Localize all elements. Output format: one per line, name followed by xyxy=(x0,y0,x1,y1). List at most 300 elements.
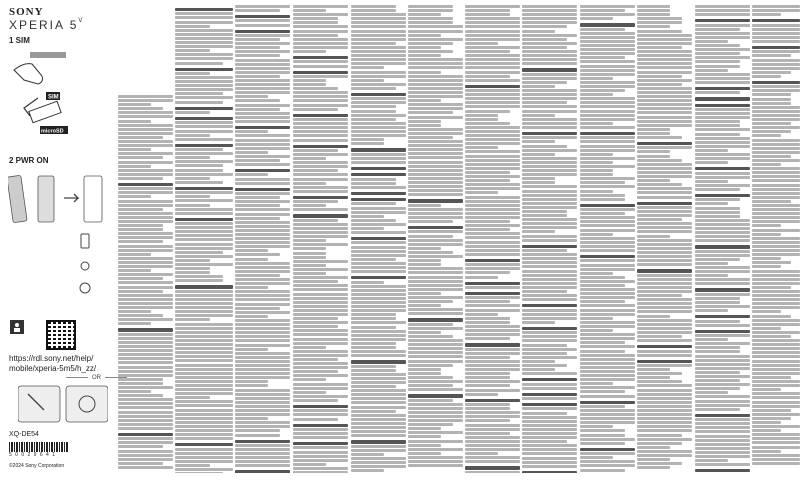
fine-print-line xyxy=(235,91,290,94)
fine-print-line xyxy=(175,156,210,159)
fine-print-line xyxy=(695,270,750,273)
fine-print-line xyxy=(465,46,520,49)
fine-print-line xyxy=(408,351,463,354)
fine-print-line xyxy=(293,374,348,377)
fine-print-line xyxy=(235,315,268,318)
fine-print-line xyxy=(351,449,406,452)
fine-print-line xyxy=(465,440,520,443)
fine-print-line xyxy=(351,219,396,222)
fine-print-line xyxy=(580,284,625,287)
fine-print-line xyxy=(580,220,635,223)
fine-print-line xyxy=(752,85,800,88)
fine-print-line xyxy=(408,62,463,65)
fine-print-line xyxy=(175,279,223,282)
fine-print-line xyxy=(580,321,635,324)
fine-print-line xyxy=(522,290,567,293)
fine-print-line xyxy=(637,315,670,318)
fine-print-line xyxy=(175,80,233,83)
fine-print-line xyxy=(118,415,173,418)
fine-print-line xyxy=(293,196,348,199)
fine-print-line xyxy=(235,380,268,383)
fine-print-line xyxy=(465,130,520,133)
fine-print-line xyxy=(752,327,781,330)
fine-print-line xyxy=(175,448,233,451)
fine-print-line xyxy=(118,458,173,461)
product-name: XPERIA $5^V$ xyxy=(9,18,83,32)
fine-print-line xyxy=(293,38,348,41)
fine-print-line xyxy=(695,447,750,450)
fine-print-line xyxy=(351,305,406,308)
fine-print-line xyxy=(293,200,338,203)
fine-print-line xyxy=(752,339,800,342)
fine-print-line xyxy=(580,32,635,35)
fine-print-line xyxy=(408,226,463,229)
fine-print-line xyxy=(351,122,406,125)
fine-print-line xyxy=(235,126,290,129)
fine-print-line xyxy=(235,5,290,8)
fine-print-line xyxy=(408,103,463,106)
fine-print-line xyxy=(637,58,692,61)
fine-print-line xyxy=(637,21,682,24)
fine-print-line xyxy=(235,389,290,392)
fine-print-line xyxy=(118,208,163,211)
fine-print-line xyxy=(118,261,173,264)
fine-print-line xyxy=(408,169,463,172)
fine-print-line xyxy=(408,276,463,279)
fine-print-line xyxy=(752,270,800,273)
fine-print-line xyxy=(175,187,233,190)
fine-print-line xyxy=(175,318,210,321)
fine-print-line xyxy=(752,405,800,408)
fine-print-line xyxy=(293,139,348,142)
fine-print-line xyxy=(293,108,338,111)
fine-print-line xyxy=(175,323,233,326)
side-icons xyxy=(76,232,96,302)
fine-print-line xyxy=(637,183,682,186)
fine-print-line xyxy=(695,91,740,94)
fine-print-line xyxy=(293,424,348,427)
fine-print-line xyxy=(293,149,338,152)
fine-print-line xyxy=(293,467,348,470)
fine-print-line xyxy=(293,342,348,345)
fine-print-line xyxy=(580,233,613,236)
fine-print-line xyxy=(522,132,577,135)
fine-print-line xyxy=(293,272,326,275)
fine-print-line xyxy=(752,50,800,53)
fine-print-line xyxy=(752,331,800,334)
fine-print-line xyxy=(175,191,233,194)
fine-print-line xyxy=(408,54,441,57)
fine-print-line xyxy=(293,161,348,164)
fine-print-line xyxy=(695,194,750,197)
fine-print-line xyxy=(522,321,555,324)
fine-print-line xyxy=(465,216,520,219)
fine-print-line xyxy=(695,262,728,265)
fine-print-line xyxy=(175,368,233,371)
fine-print-line xyxy=(293,46,348,49)
fine-print-line xyxy=(695,324,750,327)
fine-print-line xyxy=(637,389,692,392)
help-url[interactable] xyxy=(9,354,96,374)
screen-icon xyxy=(18,386,60,422)
fine-print-line xyxy=(175,208,233,211)
fine-print-line xyxy=(118,144,173,147)
fine-print-line xyxy=(752,19,800,22)
fine-print-line xyxy=(408,407,463,410)
fine-print-line xyxy=(465,241,520,244)
fine-print-line xyxy=(580,23,635,26)
fine-print-line xyxy=(235,192,290,195)
fine-print-line xyxy=(408,415,463,418)
fine-print-line xyxy=(175,421,233,424)
fine-print-line xyxy=(465,452,498,455)
fine-print-line xyxy=(293,428,348,431)
fine-print-line xyxy=(175,152,233,155)
fine-print-line xyxy=(351,153,406,156)
fine-print-line xyxy=(637,50,692,53)
fine-print-line xyxy=(465,236,520,239)
fine-print-line xyxy=(175,218,233,221)
fine-print-line xyxy=(637,83,682,86)
fine-print-line xyxy=(118,427,173,430)
fine-print-line xyxy=(752,351,800,354)
fine-print-line xyxy=(637,282,692,285)
fingerprint-icon xyxy=(80,283,90,293)
fine-print-line xyxy=(235,425,290,428)
fine-print-line xyxy=(752,401,800,404)
fine-print-line xyxy=(293,91,348,94)
fine-print-line xyxy=(118,390,151,393)
fine-print-line xyxy=(522,265,577,268)
fine-print-line xyxy=(293,75,348,78)
fine-print-line xyxy=(408,288,463,291)
fine-print-line xyxy=(465,25,520,28)
fine-print-line xyxy=(637,5,670,8)
fine-print-line xyxy=(175,298,233,301)
fine-print-line xyxy=(408,71,441,74)
fine-print-line xyxy=(637,239,692,242)
fine-print-line xyxy=(637,17,682,20)
fine-print-line xyxy=(351,148,406,151)
fine-print-line xyxy=(752,290,800,293)
fine-print-line xyxy=(235,204,280,207)
fine-print-line xyxy=(408,331,441,334)
fine-print-line xyxy=(235,452,290,455)
fine-print-line xyxy=(175,57,233,60)
fine-print-line xyxy=(351,58,406,61)
fine-print-line xyxy=(637,278,692,281)
fine-print-line xyxy=(408,13,441,16)
fine-print-line xyxy=(465,259,520,262)
fine-print-line xyxy=(235,112,290,115)
fine-print-line xyxy=(351,34,406,37)
fine-print-line xyxy=(695,24,750,27)
fine-print-line xyxy=(465,263,520,266)
fine-print-line xyxy=(522,440,567,443)
fine-print-line xyxy=(351,25,406,28)
fine-print-line xyxy=(351,71,406,74)
fine-print-line xyxy=(293,362,348,365)
fine-print-line xyxy=(118,148,151,151)
fine-print-line xyxy=(118,341,173,344)
fine-print-line xyxy=(465,146,498,149)
fine-print-line xyxy=(752,323,800,326)
fine-print-line xyxy=(465,356,510,359)
fine-print-line xyxy=(175,84,233,87)
fine-print-line xyxy=(293,5,348,8)
fine-print-line xyxy=(752,110,800,113)
fine-print-line xyxy=(522,368,555,371)
fine-print-line xyxy=(351,46,406,49)
fine-print-line xyxy=(351,75,406,78)
fine-print-line xyxy=(752,24,800,27)
fine-print-line xyxy=(351,434,406,437)
fine-print-line xyxy=(752,319,800,322)
fine-print-line xyxy=(465,419,510,422)
fine-print-line xyxy=(235,30,290,33)
fine-print-line xyxy=(175,464,210,467)
fine-print-line xyxy=(118,423,173,426)
fine-print-line xyxy=(522,407,577,410)
fine-print-line xyxy=(293,231,348,234)
fine-print-line xyxy=(580,259,635,262)
fine-print-line xyxy=(118,328,173,331)
fine-print-line xyxy=(522,364,567,367)
fine-print-line xyxy=(235,372,290,375)
fine-print-line xyxy=(637,206,692,209)
fine-print-line xyxy=(293,65,348,68)
fine-print-line xyxy=(637,62,692,65)
fine-print-line xyxy=(637,380,682,383)
fine-print-line xyxy=(637,274,692,277)
fine-print-line xyxy=(293,165,348,168)
fine-print-line xyxy=(522,339,577,342)
fine-print-line xyxy=(695,338,728,341)
fine-print-line xyxy=(118,349,173,352)
fine-print-line xyxy=(351,79,384,82)
fine-print-line xyxy=(695,167,750,170)
fine-print-line xyxy=(235,368,290,371)
fine-print-line xyxy=(752,5,800,8)
fine-print-line xyxy=(465,224,520,227)
fine-print-line xyxy=(637,438,692,441)
fine-print-line xyxy=(235,169,290,172)
fine-print-line xyxy=(695,223,750,226)
fine-print-line xyxy=(752,441,800,444)
fine-print-line xyxy=(752,143,800,146)
fine-print-line xyxy=(637,103,692,106)
fine-print-line xyxy=(695,215,740,218)
fine-print-line xyxy=(408,263,441,266)
fine-print-line xyxy=(580,36,635,39)
fine-print-line xyxy=(235,151,268,154)
phone-edge xyxy=(30,52,66,58)
fine-print-line xyxy=(695,40,728,43)
fine-print-line xyxy=(408,50,453,53)
fine-print-line xyxy=(235,339,290,342)
fine-print-line xyxy=(637,442,682,445)
fine-print-line xyxy=(351,241,406,244)
fine-print-line xyxy=(752,36,800,39)
fine-print-line xyxy=(580,296,635,299)
fine-print-line xyxy=(293,305,348,308)
fine-print-line xyxy=(637,202,692,205)
fine-print-line xyxy=(235,417,268,420)
fine-print-line xyxy=(175,384,233,387)
help-qr-code[interactable] xyxy=(46,320,76,350)
fine-print-line xyxy=(175,255,233,258)
fine-print-line xyxy=(695,48,750,51)
fine-print-line xyxy=(522,169,577,172)
fine-print-line xyxy=(408,152,463,155)
fine-print-line xyxy=(175,45,233,48)
fine-print-line xyxy=(752,163,781,166)
fine-print-line xyxy=(465,460,520,463)
fine-print-line xyxy=(465,34,520,37)
fine-print-line xyxy=(118,419,173,422)
fine-print-line xyxy=(522,17,577,20)
fine-print-line xyxy=(175,380,233,383)
fine-print-line xyxy=(293,190,348,193)
fine-print-line xyxy=(465,309,520,312)
fine-print-line xyxy=(465,175,520,178)
fine-print-line xyxy=(235,233,290,236)
fine-print-line xyxy=(752,241,800,244)
fine-print-line xyxy=(580,97,635,100)
fine-print-line xyxy=(293,463,326,466)
fine-print-line xyxy=(580,126,635,129)
fine-print-line xyxy=(695,367,750,370)
fine-print-line xyxy=(118,302,173,305)
fine-print-line xyxy=(752,122,791,125)
fine-print-line xyxy=(118,120,151,123)
fine-print-line xyxy=(695,469,750,472)
fine-print-line xyxy=(175,117,233,120)
fine-print-line xyxy=(752,310,781,313)
fine-print-line xyxy=(752,380,800,383)
fine-print-line xyxy=(293,83,326,86)
fine-print-line xyxy=(235,38,280,41)
fine-print-line xyxy=(752,233,781,236)
fine-print-line xyxy=(695,463,750,466)
fine-print-line xyxy=(293,309,348,312)
fine-print-line xyxy=(175,259,210,262)
fine-print-line xyxy=(522,177,555,180)
fine-print-line xyxy=(522,5,577,8)
fine-print-line xyxy=(465,122,510,125)
settings-illustration xyxy=(18,384,108,424)
fine-print-line xyxy=(695,305,750,308)
fine-print-line xyxy=(522,89,577,92)
fine-print-line xyxy=(522,58,577,61)
fine-print-line xyxy=(580,77,613,80)
fine-print-line xyxy=(522,77,577,80)
fine-print-line xyxy=(235,405,290,408)
fine-print-line xyxy=(752,167,800,170)
fine-print-line xyxy=(408,452,441,455)
fine-print-line xyxy=(637,136,682,139)
fine-print-line xyxy=(175,160,233,163)
fine-print-line xyxy=(408,456,463,459)
fine-print-line xyxy=(351,207,406,210)
fine-print-line xyxy=(351,246,406,249)
fine-print-line xyxy=(580,329,613,332)
fine-print-line xyxy=(408,199,463,202)
fine-print-line xyxy=(118,173,173,176)
phone-front-icon xyxy=(84,176,102,222)
fine-print-line xyxy=(695,124,740,127)
fine-print-line xyxy=(351,110,396,113)
fine-print-line xyxy=(522,222,577,225)
fine-print-line xyxy=(118,265,173,268)
fine-print-line xyxy=(175,107,233,110)
fine-print-line xyxy=(752,450,781,453)
fine-print-line xyxy=(637,120,692,123)
fine-print-line xyxy=(465,163,520,166)
fine-print-line xyxy=(118,249,173,252)
fine-print-line xyxy=(637,397,692,400)
fine-print-line xyxy=(637,25,670,28)
fine-print-line xyxy=(695,112,750,115)
fine-print-line xyxy=(408,66,463,69)
fine-print-line xyxy=(118,156,163,159)
fine-print-line xyxy=(522,348,577,351)
fine-print-line xyxy=(408,83,463,86)
step-1-title: 1 SIM xyxy=(9,36,30,45)
fine-print-line xyxy=(522,424,577,427)
fine-print-line xyxy=(752,188,800,191)
fine-print-line xyxy=(175,468,233,471)
fine-print-line xyxy=(695,309,728,312)
fine-print-line xyxy=(522,122,577,125)
fine-print-line xyxy=(637,368,670,371)
fine-print-line xyxy=(235,456,290,459)
fine-print-line xyxy=(695,363,750,366)
fine-print-line xyxy=(465,466,520,469)
fine-print-line xyxy=(522,157,577,160)
fine-print-line xyxy=(235,434,280,437)
fine-print-line xyxy=(408,394,463,397)
fine-print-line xyxy=(118,269,151,272)
fine-print-line xyxy=(235,237,290,240)
fine-print-line xyxy=(351,223,406,226)
fine-print-line xyxy=(235,278,290,281)
fine-print-line xyxy=(118,466,173,469)
fine-print-line xyxy=(465,208,520,211)
fine-print-line xyxy=(118,228,163,231)
fine-print-line xyxy=(580,309,635,312)
fine-print-line xyxy=(118,111,173,114)
fine-print-line xyxy=(695,245,750,248)
fine-print-line xyxy=(118,382,163,385)
fine-print-line xyxy=(580,325,635,328)
fine-print-line xyxy=(351,227,384,230)
fine-print-line xyxy=(351,309,406,312)
fine-print-line xyxy=(752,294,800,297)
fine-print-line xyxy=(408,9,453,12)
fine-print-line xyxy=(695,141,750,144)
fine-print-line xyxy=(580,145,635,148)
fine-print-line xyxy=(695,383,750,386)
fine-print-line xyxy=(408,156,463,159)
fine-print-line xyxy=(580,264,635,267)
fine-print-line xyxy=(580,5,635,8)
fine-print-line xyxy=(522,245,577,248)
fine-print-line xyxy=(235,307,280,310)
fine-print-line xyxy=(351,42,396,45)
fine-print-line xyxy=(580,448,635,451)
fine-print-line xyxy=(351,297,406,300)
